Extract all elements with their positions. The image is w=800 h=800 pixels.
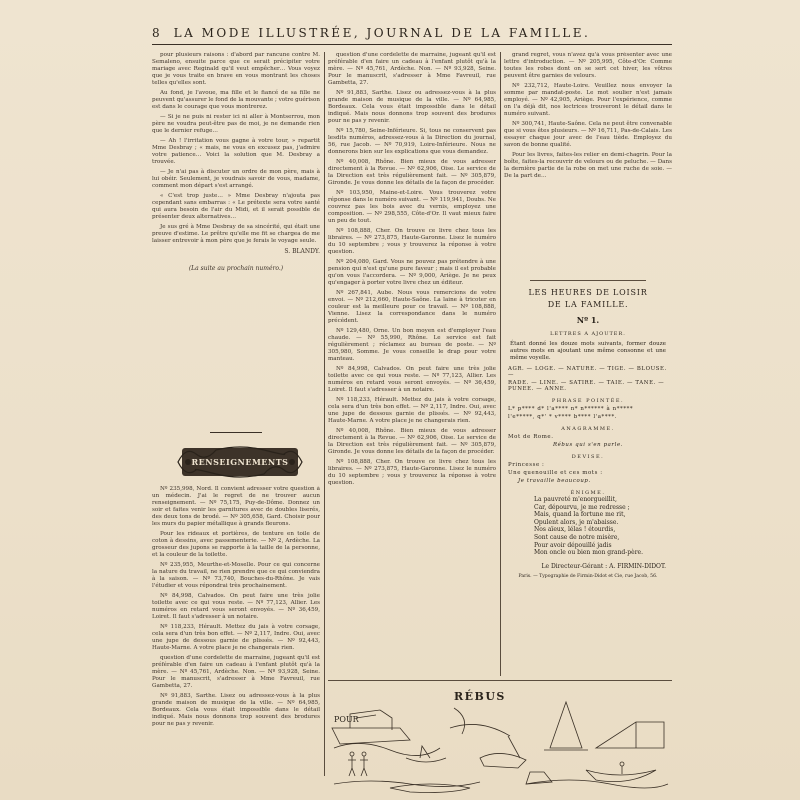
correspondence-paragraph: Nº 232,712, Haute-Loire. Veuillez nous envoyer la somme par mandat-poste. Le mot soulier n'est jamais employé. — Nº 42,905, Ariège. Pour l'expérience, comme on l'a déjà dit, nos lectrices trouveront le détail dans le numéro suivant. — [504, 83, 672, 117]
section-divider — [530, 280, 646, 281]
renseignements-paragraph: question d'une cordelette de marraine, jugeant qu'il est préférable d'en faire un cadeau à l'enfant plutôt qu'à la mère. — Nº 45,761, Ardèche. Non. — Nº 93,928, Seine. Pour le manuscrit, s'adresser à Mme Favreuil, rue Gambetta, 27. — [152, 655, 320, 689]
verse-line: Sont cause de notre misère, — [534, 533, 620, 541]
correspondence-paragraph: Nº 91,883, Sarthe. Lisez ou adressez-vous à la plus grande maison de musique de la ville. — Nº 64,985, Bordeaux. Cela vous était impossible dans le détail indiqué. Mais nous donnons trop souvent des brodures pour ne pas y revenir. — [328, 90, 496, 124]
riddle-heading: ÉNIGME. — [570, 490, 606, 496]
anagram-heading: ANAGRAMME. — [561, 426, 615, 432]
letters-heading: LETTRES A AJOUTER. — [550, 331, 626, 337]
phrase-heading: PHRASE POINTÉE. — [551, 398, 625, 404]
verse-line: Car, dépourvu, je me redresse ; — [534, 503, 630, 511]
story-paragraph: — Ah ! l'irritation vous gagne à votre tour, » repartit Mme Desbray ; « mais, ne vous en excusez pas, j'admire votre patience… Voici la solution que M. Desbray a trouvée. — [152, 138, 320, 165]
correspondence-column — [328, 52, 496, 672]
correspondence-paragraph: Nº 118,233, Hérault. Mettez du jais à votre corsage, cela sera d'un très bon effet. — Nº 2,117, Indre. Oui, avec une jupe de dessous garnie de plissés. — Nº 92,443, Haute-Marne. A votre place je ne changerais rien. — [328, 397, 496, 424]
puzzles-title-2: DE LA FAMILLE. — [547, 300, 629, 309]
dotted-phrase: l'e*****, q*' * v**** b**** l'a****. — [508, 414, 618, 420]
header-rule — [152, 44, 672, 45]
correspondence-paragraph: Nº 40,008, Rhône. Bien mieux de vous adresser directement à la Revue. — Nº 62,906, Oise. Le service de la Direction est très régulièrement fait. — Nº 305,879, Gironde. Je vous donne les détails de la façon de procéder. — [328, 159, 496, 186]
column-rule — [324, 52, 325, 776]
correspondence-continued — [504, 52, 672, 276]
correspondence-paragraph: Nº 40,008, Rhône. Bien mieux de vous adresser directement à la Revue. — Nº 62,906, Oise. Le service de la Direction est très régulièrement fait. — Nº 305,879, Gironde. Je vous donne les détails de la façon de procéder. — [328, 428, 496, 455]
printer-imprint: Paris. — Typographie de Firmin-Didot et Cie, rue Jacob, 56. — [518, 573, 658, 579]
motto-line: Princesse : — [508, 462, 545, 468]
puzzles-title: LES HEURES DE LOISIR — [528, 288, 648, 297]
motto-line: Je travaille beaucoup. — [518, 478, 591, 484]
verse-line: Nos aïeux, lélas ! étourdis, — [534, 526, 616, 534]
section-divider — [210, 432, 262, 433]
dotted-phrase: L* p**** d* l'a**** n* n****** à n***** — [508, 406, 634, 412]
continuation-note: (La suite au prochain numéro.) — [188, 265, 284, 272]
motto-line: Une quenouille et ces mots : — [508, 470, 603, 476]
correspondence-paragraph: Nº 300,741, Haute-Saône. Cela ne peut être convenable que si vous êtes plusieurs. — Nº 16,711, Pas-de-Calais. Les essayer chaque jour avec de l'eau tiède. Employez du savon de bonne qualité. — [504, 121, 672, 148]
correspondence-paragraph: Nº 108,888, Cher. On trouve ce livre chez tous les libraires. — Nº 273,875, Haute-Garonne. Lisez le numéro du 10 septembre ; vous y trouverez la réponse à votre question. — [328, 459, 496, 486]
renseignements-paragraph: Nº 84,998, Calvados. On peut faire une très jolie toilette avec ce qui vous reste. — Nº 77,123, Allier. Les numéros en retard vous seront envoyés. — Nº 36,459, Loiret. Il faut s'adresser à un notaire. — [152, 593, 320, 620]
story-column — [152, 52, 320, 424]
story-paragraph: Au fond, je l'avoue, ma fille et le fiancé de sa fille ne peuvent qu'assurer le fond de la mouvante ; votre guérison est dans le courage que vous montrerez. — [152, 90, 320, 110]
letters-words: AGR. — LOGE. — NATURE. — TIGE. — BLOUSE. — — [508, 366, 667, 378]
renseignements-title: RENSEIGNEMENTS — [191, 457, 289, 467]
running-title: LA MODE ILLUSTRÉE, JOURNAL DE LA FAMILLE. — [173, 26, 591, 40]
motto-heading: DEVISE. — [571, 454, 605, 460]
puzzles-number: Nº 1. — [576, 315, 600, 325]
story-paragraph: « C'est trop juste… » Mme Desbray n'ajouta pas cependant sans embarras : « Le prétexte sera votre santé qui aura besoin de l'air du Midi, et il serait possible de présenter deux alternatives… — [152, 193, 320, 220]
verse-line: La pauvreté m'enorgueillit, — [534, 496, 617, 503]
renseignements-paragraph: Nº 235,998, Nord. Il convient adresser votre question à un médecin. J'ai le regret de ne trouver aucun renseignement. — Nº 75,175, Puy-de-Dôme. Donnez un soir et faites venir les garnitures avec de doubles liserés, des deux tons de brodé. — Nº 305,658, Gard. Choisir pour les murs du papier métallique à grands fleurons. — [152, 486, 320, 527]
correspondence-paragraph: Nº 108,888, Cher. On trouve ce livre chez tous les libraires. — Nº 273,875, Haute-Garonne. Lisez le numéro du 10 septembre ; vous y trouverez la réponse à votre question. — [328, 228, 496, 255]
rebus-label: POUR — [334, 715, 359, 724]
verse-line: Mon oncle ou bien mon grand-père. — [534, 549, 644, 557]
verse-line: Pour avoir dépouillé jadis — [534, 541, 612, 549]
page-number: 8 — [152, 26, 160, 40]
correspondence-paragraph: Nº 204,080, Gard. Vous ne pouvez pas prétendre à une pension qui n'est qu'une pure faveur ; mais il est probable qu'on vous l'accordera. — Nº 9,000, Ariège. Je ne peux qu'engager à porter votre livre chez un éditeur. — [328, 259, 496, 286]
page-header — [152, 26, 672, 40]
story-paragraph: — Si je ne puis ni rester ici ni aller à Montserrou, mon père ne voudra peut-être pas de moi, je ne demande rien que le dernier refuge… — [152, 114, 320, 134]
renseignements-column — [152, 486, 320, 776]
renseignements-paragraph: Nº 235,955, Meurthe-et-Moselle. Pour ce qui concerne la nature du travail, ne rien prendre que ce qui conviendra à la saison. — Nº 73,740, Bouches-du-Rhône. Je vais l'étudier et vous répondrai très prochainement. — [152, 562, 320, 589]
puzzles-section — [504, 286, 672, 579]
rebus-title: RÉBUS — [454, 690, 506, 703]
correspondence-paragraph: grand regret, vous n'avez qu'à vous présenter avec une lettre d'introduction. — Nº 205,995, Côte-d'Or. Comme toutes les robes dont on se sert cet hiver, les vôtres peuvent être garnies de velours. — [504, 52, 672, 79]
correspondence-paragraph: Nº 84,998, Calvados. On peut faire une très jolie toilette avec ce qui vous reste. — Nº 77,123, Allier. Les numéros en retard vous seront envoyés. — Nº 36,459, Loiret. Il faut s'adresser à un notaire. — [328, 366, 496, 393]
director-signature: Le Directeur-Gérant : A. FIRMIN-DIDOT. — [541, 562, 666, 570]
correspondence-paragraph: question d'une cordelette de marraine, jugeant qu'il est préférable d'en faire un cadeau à l'enfant plutôt qu'à la mère. — Nº 45,761, Ardèche. Non. — Nº 93,928, Seine. Pour le manuscrit, s'adresser à Mme Favreuil, rue Gambetta, 27. — [328, 52, 496, 86]
anagram-line: Rébus qui s'en parle. — [552, 442, 624, 448]
renseignements-paragraph: Nº 91,883, Sarthe. Lisez ou adressez-vous à la plus grande maison de musique de la ville. — Nº 64,985, Bordeaux. Cela vous était impossible dans le détail indiqué. Mais nous donnons trop souvent des brodures pour ne pas y revenir. — [152, 693, 320, 727]
story-signature: S. BLANDY. — [284, 248, 320, 255]
correspondence-paragraph: Nº 129,480, Orne. Un bon moyen est d'employer l'eau chaude. — Nº 55,990, Rhône. Le service est fait régulièrement ; réclamez au bureau de poste. — Nº 305,980, Somme. Je vous conseille le drap pour votre manteau. — [328, 328, 496, 362]
verse-line: Mais, quand la fortune me rit, — [534, 511, 626, 519]
letters-instructions: Étant donné les douze mots suivants, former douze autres mots en ajoutant une même consonne et une même voyelle. — [510, 341, 666, 361]
rebus-top-rule — [328, 680, 672, 681]
renseignements-paragraph: Pour les rideaux et portières, de tenture en toile de coton à dessins, avec passementerie. — Nº 2, Ardèche. La grosseur des jupons se rapporte à la taille de la personne, et la couleur de la toilette. — [152, 531, 320, 558]
correspondence-paragraph: Nº 103,950, Maine-et-Loire. Vous trouverez votre réponse dans le numéro suivant. — Nº 119,941, Doubs. Ne couvrez pas les bois avec du vernis, employez une composition. — Nº 298,555, Côte-d'Or. Il vaut mieux faire un peu de tout. — [328, 190, 496, 224]
story-paragraph: — Je n'ai pas à discuter un ordre de mon père, mais à lui obéir. Seulement, je voudrais savoir de vous, madame, comment mon départ s'est arrangé. — [152, 169, 320, 189]
riddle-verse — [534, 496, 672, 557]
correspondence-paragraph: Nº 15,780, Seine-Inférieure. Si, tous ne conservent pas lesdits numéros, adressez-vous à la Direction du journal, 56, rue Jacob. — Nº 70,919, Loire-Inférieure. Nous ne donnerons bien sur les explications que vous demandez. — [328, 128, 496, 155]
story-paragraph: pour plusieurs raisons : d'abord par rancune contre M. Semaleno, ensuite parce que ce serait précipiter votre mariage avec Reginald qu'il veut empêcher… Vous voyez que je vous traite en brave en vous montrant les choses telles qu'elles sont. — [152, 52, 320, 86]
anagram-line: Mot de Rome. — [508, 434, 554, 440]
rebus-illustration — [330, 688, 670, 796]
renseignements-paragraph: Nº 118,233, Hérault. Mettez du jais à votre corsage, cela sera d'un très bon effet. — Nº 2,117, Indre. Oui, avec une jupe de dessous garnie de plissés. — Nº 92,443, Haute-Marne. A votre place je ne changerais rien. — [152, 624, 320, 651]
column-rule — [500, 52, 501, 676]
correspondence-paragraph: Nº 267,841, Aube. Nous vous remercions de votre envoi. — Nº 212,660, Haute-Saône. La laine à tricoter en couleur est la meilleure pour ce travail. — Nº 108,888, Vienne. Lisez la correspondance dans le numéro précédent. — [328, 290, 496, 324]
letters-words: RADE. — LINE. — SATIRE. — TAIE. — TANE. — PUNEE. — ANNE. — [508, 380, 665, 392]
story-paragraph: Je sus gré à Mme Desbray de sa sincérité, qui était une preuve d'estime. Le prêtre qu'elle me fit se chargea de me laisser entrevoir à mon père que je ferais le voyage seule. — [152, 224, 320, 244]
renseignements-banner — [176, 444, 304, 480]
correspondence-paragraph: Pour les livres, faites-les relier en demi-chagrin. Pour la boîte, faites-la recouvrir de velours ou de peluche. — Dans la dernière partie de la robe on met une ruche de soie. — De la part de… — [504, 152, 672, 179]
verse-line: Opulent alors, je m'abaisse. — [534, 518, 619, 526]
